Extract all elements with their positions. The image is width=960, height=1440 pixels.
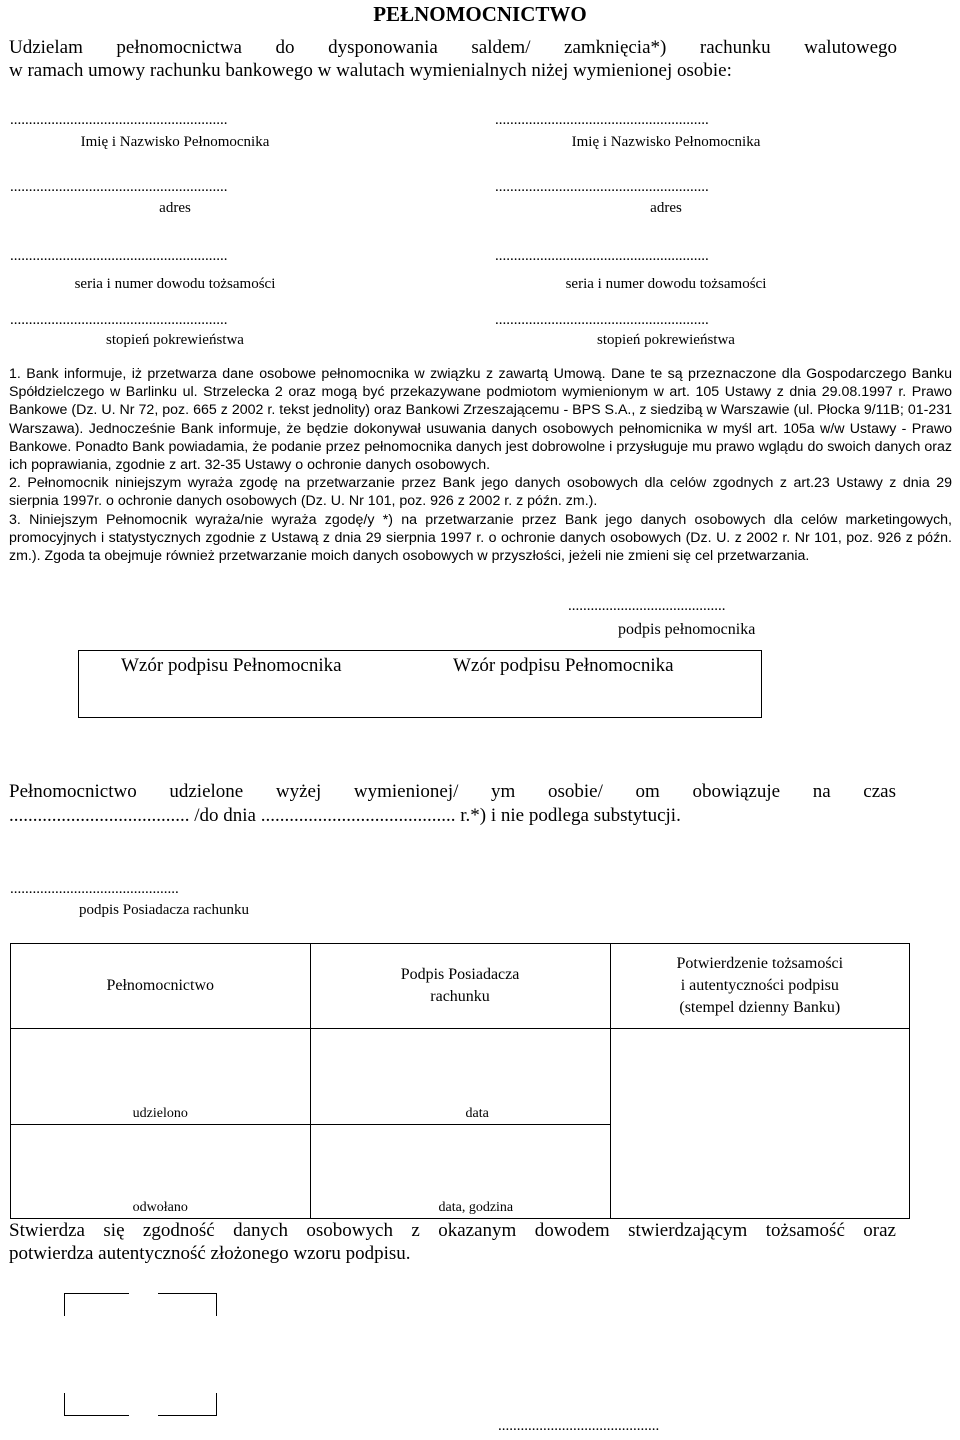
id-field-left-label: seria i numer dowodu tożsamości: [74, 276, 276, 292]
address-field-left-dots[interactable]: ..........................................................: [10, 179, 228, 195]
header-podpis-line-1: Podpis Posiadacza: [400, 966, 520, 983]
table-header-row: [11, 944, 910, 1029]
cell-data-godzina-label: data, godzina: [438, 1200, 514, 1215]
confirmation-statement: [9, 1219, 896, 1265]
address-field-right-dots[interactable]: .........................................................: [495, 179, 709, 195]
name-field-right-dots[interactable]: .........................................................: [495, 112, 709, 128]
account-holder-signature-label: podpis Posiadacza rachunku: [79, 902, 249, 918]
address-field-right-label: adres: [650, 200, 682, 216]
table-row-udzielono: [11, 1029, 910, 1125]
header-potwierdzenie-line-2: i autentyczności podpisu: [680, 977, 839, 994]
header-potwierdzenie-line-3: (stempel dzienny Banku): [679, 999, 841, 1016]
bank-signature-dots[interactable]: ...........................................: [498, 1418, 660, 1434]
cell-udzielono[interactable]: [11, 1029, 311, 1125]
header-cell-potwierdzenie: [610, 944, 909, 1029]
relation-field-left-dots[interactable]: ..........................................................: [10, 312, 228, 328]
id-field-right-label: seria i numer dowodu tożsamości: [565, 276, 767, 292]
cell-odwolano-label: odwołano: [132, 1200, 188, 1215]
signature-specimen-right-label: Wzór podpisu Pełnomocnika: [453, 655, 674, 676]
data-protection-info: [9, 365, 952, 565]
attorney-signature-dots[interactable]: ..........................................: [568, 598, 726, 614]
attorney-signature-label: podpis pełnomocnika: [618, 621, 756, 638]
stamp-corner-bottom-right: [158, 1393, 217, 1416]
relation-field-right-label: stopień pokrewieństwa: [597, 332, 735, 348]
id-field-left-dots[interactable]: ..........................................................: [10, 248, 228, 264]
header-potwierdzenie-line-1: Potwierdzenie tożsamości: [676, 955, 844, 972]
cell-odwolano[interactable]: [11, 1125, 311, 1219]
stamp-area[interactable]: [64, 1293, 218, 1417]
header-cell-pelnomocnictwo: Pełnomocnictwo: [11, 944, 311, 1029]
cell-data-godzina[interactable]: [310, 1125, 610, 1219]
stamp-corner-top-left: [64, 1293, 129, 1316]
id-field-right-dots[interactable]: .........................................................: [495, 248, 709, 264]
cell-stamp[interactable]: [610, 1029, 909, 1219]
name-field-left-dots[interactable]: ..........................................................: [10, 112, 228, 128]
document-title: PEŁNOMOCNICTWO: [373, 2, 587, 26]
info-paragraph-1: 1. Bank informuje, iż przetwarza dane osobowe pełnomocnika w związku z zawartą Umową. Dane te są przeznaczone dla Gospodarczego Banku Spółdzielczego w Barlinku ul. Strzelecka 2 oraz mogą być przekazywane podmiotom wymienionym w art. 105 Ustawy z dnia 29.08.1997 r. Prawo Bankowe (Dz. U. Nr 72, poz. 665 z 2002 r. tekst jednolity) oraz Bankowi Zrzeszającemu - BPS S.A., z siedzibą w Warszawie (ul. Płocka 9/11B; 01-231 Warszawa). Jednocześnie Bank informuje, że będzie dokonywał usuwania danych osobowych pełnomicnika w myśl art. 105a w/w Ustawy - Prawo Bankowe. Ponadto Bank powiadamia, że podanie przez pełnomocnika danych jest dobrowolne i przysługuje mu prawo wglądu do swoich danych oraz ich poprawiania, zgodnie z art. 32-35 Ustawy o ochronie danych osobowych.: [9, 366, 952, 474]
info-paragraph-3: 3. Niniejszym Pełnomocnik wyraża/nie wyraża zgodę/y *) na przetwarzanie przez Bank jego danych osobowych dla celów marketingowych, promocyjnych i statystycznych zgodnie z Ustawą z dnia 29 sierpnia 1997 r. o ochronie danych osobowych (Dz. U. z 2002 r. Nr 101, poz. 926 z późn. zm.). Zgoda ta obejmuje również przetwarzanie moich danych osobowych w przyszłości, jeżeli nie zmieni się cel przetwarzania.: [9, 511, 952, 565]
signature-specimen-left-label: Wzór podpisu Pełnomocnika: [121, 655, 342, 676]
cell-data[interactable]: [310, 1029, 610, 1125]
header-podpis-line-2: rachunku: [430, 988, 490, 1005]
intro-line-1: Udzielam pełnomocnictwa do dysponowania saldem/ zamknięcia*) rachunku walutowego: [9, 37, 897, 58]
validity-statement: [9, 780, 896, 828]
confirmation-line-1: Stwierdza się zgodność danych osobowych z okazanym dowodem stwierdzającym tożsamość oraz: [9, 1220, 896, 1241]
info-paragraph-2: 2. Pełnomocnik niniejszym wyraża zgodę na przetwarzanie przez Bank jego danych osobowych dla celów zgodnych z art.23 Ustawy z dnia 29 sierpnia 1997r. o ochronie danych osobowych (Dz. U. Nr 101, poz. 926 z 2002 r. z późn. zm.).: [9, 475, 952, 510]
account-holder-signature-dots[interactable]: .............................................: [10, 881, 179, 897]
relation-field-left-label: stopień pokrewieństwa: [106, 332, 244, 348]
name-field-right-label: Imię i Nazwisko Pełnomocnika: [571, 134, 761, 150]
intro-line-2: w ramach umowy rachunku bankowego w walutach wymienialnych niżej wymienionej osobie:: [9, 60, 732, 81]
cell-data-label: data: [465, 1106, 489, 1121]
header-cell-podpis-posiadacza: [310, 944, 610, 1029]
validity-line-2: ...................................... /do dnia ......................................... r.*) i nie podlega substytucji.: [9, 805, 681, 826]
signature-specimen-box[interactable]: [78, 650, 762, 718]
validity-line-1: Pełnomocnictwo udzielone wyżej wymienionej/ ym osobie/ om obowiązuje na czas: [9, 781, 896, 802]
cell-udzielono-label: udzielono: [132, 1106, 188, 1121]
confirmation-line-2: potwierdza autentyczność złożonego wzoru podpisu.: [9, 1243, 411, 1264]
stamp-corner-bottom-left: [64, 1393, 129, 1416]
relation-field-right-dots[interactable]: .........................................................: [495, 312, 709, 328]
authorization-table: [10, 943, 910, 1219]
name-field-left-label: Imię i Nazwisko Pełnomocnika: [80, 134, 270, 150]
stamp-corner-top-right: [158, 1293, 217, 1316]
intro-paragraph: [9, 36, 897, 82]
address-field-left-label: adres: [159, 200, 191, 216]
